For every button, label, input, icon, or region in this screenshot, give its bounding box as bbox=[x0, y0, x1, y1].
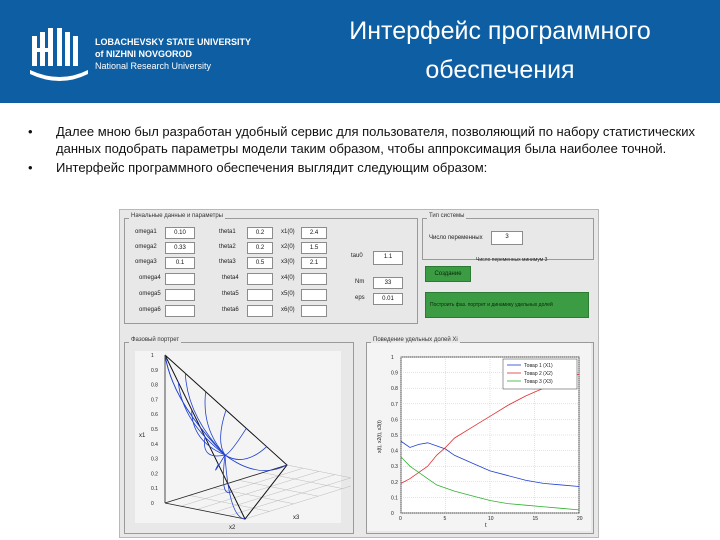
dyn-xlabel: t bbox=[485, 523, 487, 529]
y-tick-label: 0.7 bbox=[391, 401, 398, 408]
phase-portrait-plot bbox=[125, 343, 351, 531]
theta-label: theta3 bbox=[219, 259, 236, 265]
build-portrait-button[interactable]: Построить фаз. портрет и динамику удельных долей bbox=[425, 292, 589, 318]
system-type-group-title: Тип системы bbox=[429, 213, 465, 219]
y-tick-label: 0 bbox=[391, 511, 394, 517]
phase-portrait-title: Фазовый портрет bbox=[131, 337, 180, 343]
params-group-title: Начальные данные и параметры bbox=[131, 213, 223, 219]
z-tick-label: 1 bbox=[151, 353, 154, 359]
y-tick-label: 1 bbox=[391, 355, 394, 361]
z-tick-label: 0.2 bbox=[151, 471, 158, 478]
param-label: omega2 bbox=[135, 244, 157, 250]
param-label: omega5 bbox=[139, 291, 161, 297]
y-tick-label: 0.2 bbox=[391, 479, 398, 486]
system-type-note: Число переменных минимум 3 bbox=[476, 257, 548, 263]
phase-xlabel: x2 bbox=[229, 525, 236, 531]
theta-input[interactable] bbox=[247, 289, 273, 301]
univ-line-2: of NIZHNI NOVGOROD bbox=[95, 49, 192, 59]
eps-label: eps bbox=[355, 295, 365, 301]
x-label: x6(0) bbox=[281, 307, 295, 313]
z-tick-label: 0.7 bbox=[151, 397, 158, 404]
bullet-text: Интерфейс программного обеспечения выглядит следующим образом: bbox=[56, 160, 488, 175]
theta-input[interactable]: 0.2 bbox=[247, 242, 273, 254]
param-label: omega1 bbox=[135, 229, 157, 235]
slide-title-line-2: обеспечения bbox=[425, 56, 575, 84]
theta-input[interactable]: 0.5 bbox=[247, 257, 273, 269]
slide-title bbox=[300, 12, 700, 90]
bullet-item bbox=[22, 123, 702, 157]
y-tick-label: 0.8 bbox=[391, 386, 398, 393]
param-label: omega3 bbox=[135, 259, 157, 265]
legend-label: Товар 1 (X1) bbox=[524, 363, 553, 369]
param-input[interactable] bbox=[165, 289, 195, 301]
y-tick-label: 0.1 bbox=[391, 495, 398, 502]
theta-input[interactable]: 0.2 bbox=[247, 227, 273, 239]
z-tick-label: 0.1 bbox=[151, 486, 158, 493]
z-tick-label: 0.4 bbox=[151, 441, 158, 448]
tau-label: tau0 bbox=[351, 253, 363, 259]
z-tick-label: 0.3 bbox=[151, 456, 158, 463]
bullet-dot-icon: • bbox=[28, 124, 33, 139]
phase-zlabel: x1 bbox=[139, 433, 146, 439]
theta-label: theta4 bbox=[222, 275, 239, 281]
nm-label: Nm bbox=[355, 279, 365, 285]
x-tick-label: 10 bbox=[488, 516, 494, 522]
x-tick-label: 15 bbox=[532, 516, 539, 522]
phase-ylabel: x3 bbox=[293, 515, 300, 521]
x-label: x3(0) bbox=[281, 259, 295, 265]
system-type-group bbox=[422, 213, 594, 260]
dyn-ylabel: x(t), x2(t), x3(t) bbox=[377, 420, 383, 453]
x-label: x4(0) bbox=[281, 275, 295, 281]
header-banner bbox=[0, 0, 720, 103]
bullet-list bbox=[22, 123, 702, 178]
param-label: omega4 bbox=[139, 275, 161, 281]
param-input[interactable] bbox=[165, 273, 195, 285]
x-input[interactable]: 2.1 bbox=[301, 257, 327, 269]
x-input[interactable]: 2.4 bbox=[301, 227, 327, 239]
bullet-dot-icon: • bbox=[28, 160, 33, 175]
z-tick-label: 0.6 bbox=[151, 412, 158, 419]
x-input[interactable] bbox=[301, 289, 327, 301]
phase-portrait-group bbox=[124, 337, 354, 534]
x-input[interactable]: 1.5 bbox=[301, 242, 327, 254]
dynamics-plot bbox=[367, 343, 591, 531]
university-logo bbox=[30, 26, 90, 82]
y-tick-label: 0.3 bbox=[391, 464, 398, 471]
z-tick-label: 0.9 bbox=[151, 367, 158, 374]
create-button[interactable]: Создание bbox=[425, 266, 471, 282]
theta-input[interactable] bbox=[247, 305, 273, 317]
x-label: x1(0) bbox=[281, 229, 295, 235]
theta-label: theta5 bbox=[222, 291, 239, 297]
app-window bbox=[119, 209, 599, 538]
x-input[interactable] bbox=[301, 273, 327, 285]
system-type-input[interactable]: 3 bbox=[491, 231, 523, 245]
y-tick-label: 0.9 bbox=[391, 370, 398, 377]
params-group bbox=[124, 213, 418, 324]
univ-line-3: National Research University bbox=[95, 61, 212, 71]
y-tick-label: 0.4 bbox=[391, 448, 398, 455]
param-input[interactable] bbox=[165, 305, 195, 317]
x-label: x5(0) bbox=[281, 291, 295, 297]
x-tick-label: 5 bbox=[443, 516, 447, 522]
y-tick-label: 0.6 bbox=[391, 417, 398, 424]
theta-label: theta2 bbox=[219, 244, 236, 250]
legend-label: Товар 3 (X3) bbox=[524, 379, 553, 385]
x-tick-label: 20 bbox=[577, 516, 583, 522]
y-tick-label: 0.5 bbox=[391, 433, 398, 439]
slide-title-line-1: Интерфейс программного bbox=[349, 17, 651, 45]
param-label: omega6 bbox=[139, 307, 161, 313]
univ-line-1: LOBACHEVSKY STATE UNIVERSITY bbox=[95, 37, 252, 47]
x-input[interactable] bbox=[301, 305, 327, 317]
theta-label: theta1 bbox=[219, 229, 236, 235]
theta-label: theta6 bbox=[222, 307, 239, 313]
param-input[interactable]: 0.10 bbox=[165, 227, 195, 239]
bullet-text: Далее мною был разработан удобный сервис для пользователя, позволяющий по набору статистических данных подобрать параметры модели таким образом, чтобы аппроксимация была наиболее точной. bbox=[56, 124, 695, 156]
system-type-label: Число переменных bbox=[429, 235, 483, 241]
theta-input[interactable] bbox=[247, 273, 273, 285]
university-name bbox=[95, 36, 251, 72]
z-tick-label: 0.8 bbox=[151, 382, 158, 389]
dynamics-title: Поведение удельных долей Xi bbox=[373, 337, 458, 343]
bullet-item bbox=[22, 159, 702, 176]
param-input[interactable]: 0.33 bbox=[165, 242, 195, 254]
nm-input[interactable]: 33 bbox=[373, 277, 403, 289]
z-tick-label: 0 bbox=[151, 501, 154, 507]
eps-input[interactable]: 0.01 bbox=[373, 293, 403, 305]
x-tick-label: 0 bbox=[399, 516, 402, 522]
z-tick-label: 0.5 bbox=[151, 427, 158, 433]
param-input[interactable]: 0.1 bbox=[165, 257, 195, 269]
tau-input[interactable]: 1.1 bbox=[373, 251, 403, 265]
dynamics-group bbox=[366, 337, 594, 534]
x-label: x2(0) bbox=[281, 244, 295, 250]
legend-label: Товар 2 (X2) bbox=[524, 371, 553, 377]
